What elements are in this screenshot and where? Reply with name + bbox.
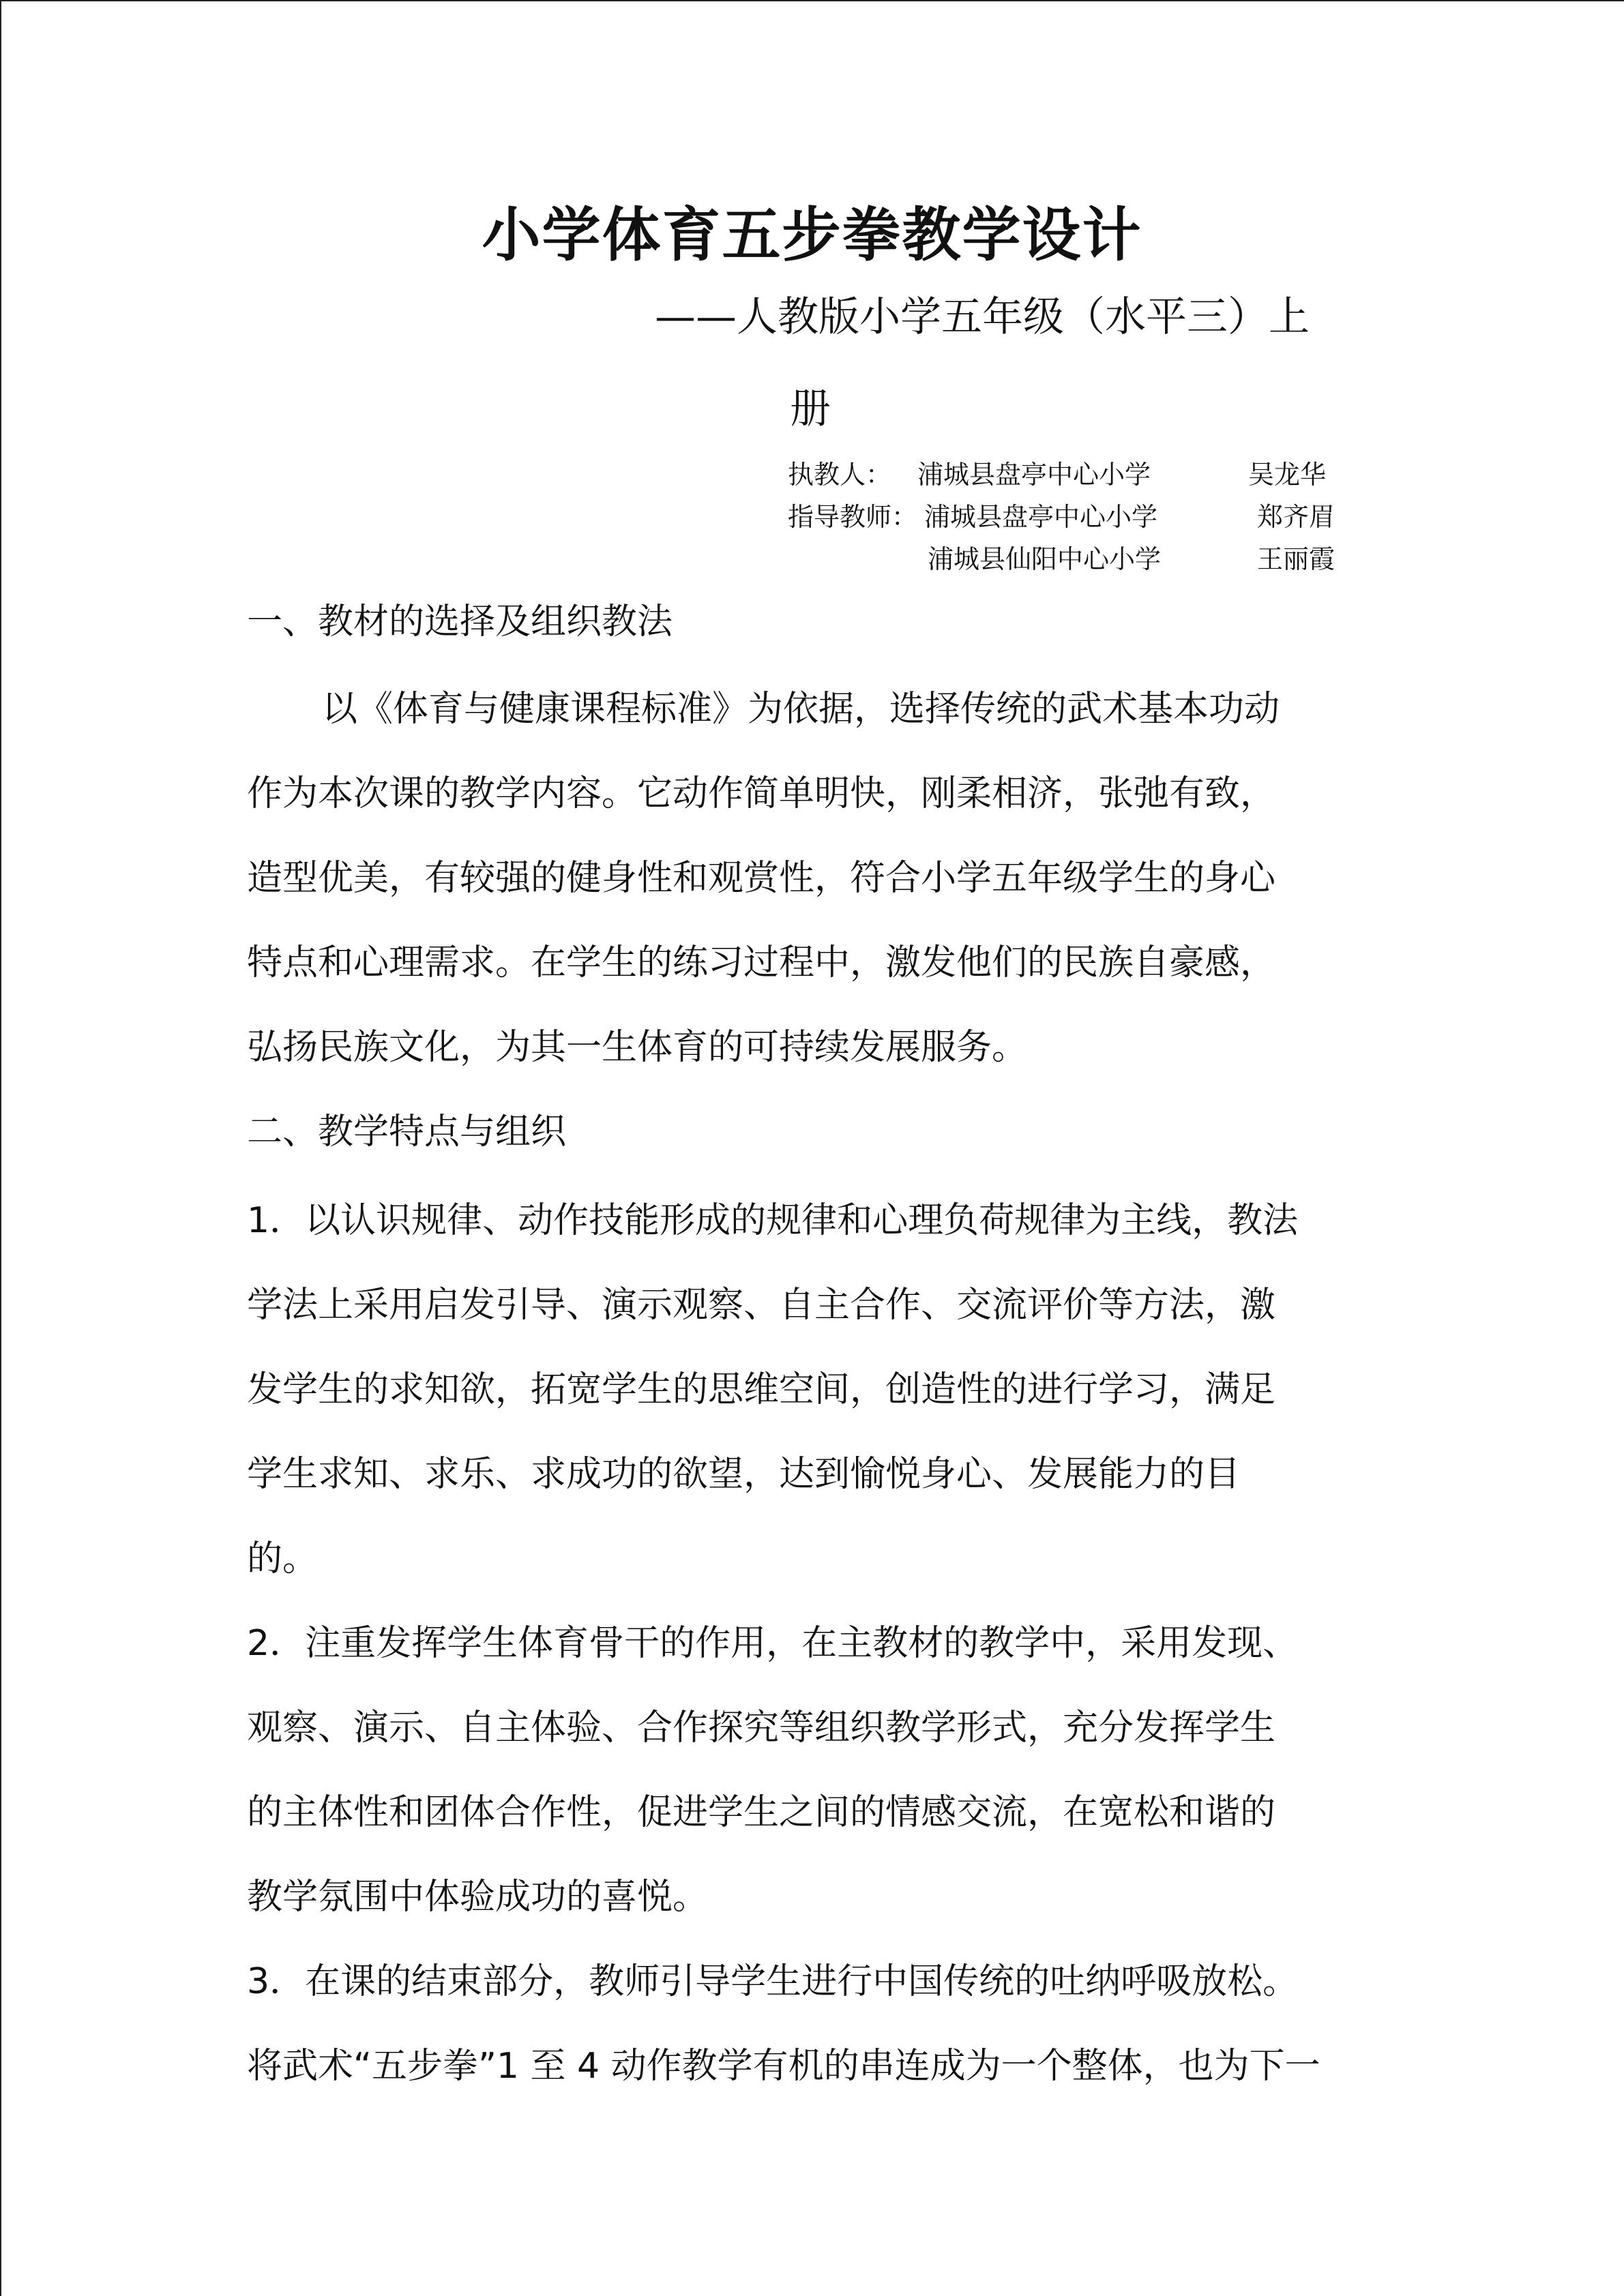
credit-school: 浦城县盘亭中心小学 bbox=[924, 502, 1158, 532]
paragraph-line: 学生求知、求乐、求成功的欲望，达到愉悦身心、发展能力的目 bbox=[247, 1454, 1241, 1495]
paragraph-line: 的主体性和团体合作性，促进学生之间的情感交流，在宽松和谐的 bbox=[247, 1792, 1276, 1833]
paragraph-line: 观察、演示、自主体验、合作探究等组织教学形式，充分发挥学生 bbox=[247, 1708, 1276, 1748]
paragraph-line: 造型优美，有较强的健身性和观赏性，符合小学五年级学生的身心 bbox=[247, 858, 1276, 899]
section-heading-features: 二、教学特点与组织 bbox=[247, 1112, 567, 1152]
paragraph-line: 2．注重发挥学生体育骨干的作用，在主教材的教学中，采用发现、 bbox=[247, 1623, 1299, 1664]
credit-school: 浦城县仙阳中心小学 bbox=[928, 544, 1162, 574]
credit-name: 王丽霞 bbox=[1257, 544, 1335, 574]
section-materials-body bbox=[247, 667, 1379, 1090]
credit-label: 指导教师： bbox=[788, 502, 918, 532]
document-title: 小学体育五步拳教学设计 bbox=[482, 201, 1142, 269]
paragraph-line: 将武术“五步拳”1 至 4 动作教学有机的串连成为一个整体，也为下一 bbox=[247, 2046, 1320, 2087]
paragraph-line: 的。 bbox=[247, 1538, 319, 1579]
paragraph-line: 1．以认识规律、动作技能形成的规律和心理负荷规律为主线，教法 bbox=[247, 1200, 1299, 1241]
credit-name: 吴龙华 bbox=[1248, 460, 1327, 490]
document-subtitle: ——人教版小学五年级（水平三）上 bbox=[655, 293, 1310, 341]
credit-name: 郑齐眉 bbox=[1257, 502, 1335, 532]
credit-school: 浦城县盘亭中心小学 bbox=[917, 460, 1151, 490]
paragraph-line: 弘扬民族文化，为其一生体育的可持续发展服务。 bbox=[247, 1027, 1028, 1068]
paragraph-line: 特点和心理需求。在学生的练习过程中，激发他们的民族自豪感， bbox=[247, 942, 1276, 983]
section-features-body bbox=[247, 1178, 1379, 2108]
paragraph-line: 3．在课的结束部分，教师引导学生进行中国传统的吐纳呼吸放松。 bbox=[247, 1961, 1299, 2002]
paragraph-line: 学法上采用启发引导、演示观察、自主合作、交流评价等方法，激 bbox=[247, 1285, 1276, 1326]
paragraph-line: 教学氛围中体验成功的喜悦。 bbox=[247, 1877, 709, 1918]
credit-label: 执教人： bbox=[788, 460, 892, 490]
paragraph-line: 发学生的求知欲，拓宽学生的思维空间，创造性的进行学习，满足 bbox=[247, 1369, 1276, 1410]
paragraph-line: 作为本次课的教学内容。它动作简单明快，刚柔相济，张弛有致， bbox=[247, 773, 1276, 814]
document-subtitle-continued: 册 bbox=[790, 385, 831, 433]
section-heading-materials: 一、教材的选择及组织教法 bbox=[247, 601, 673, 642]
paragraph-line: 以《体育与健康课程标准》为依据，选择传统的武术基本功动 bbox=[322, 689, 1280, 730]
